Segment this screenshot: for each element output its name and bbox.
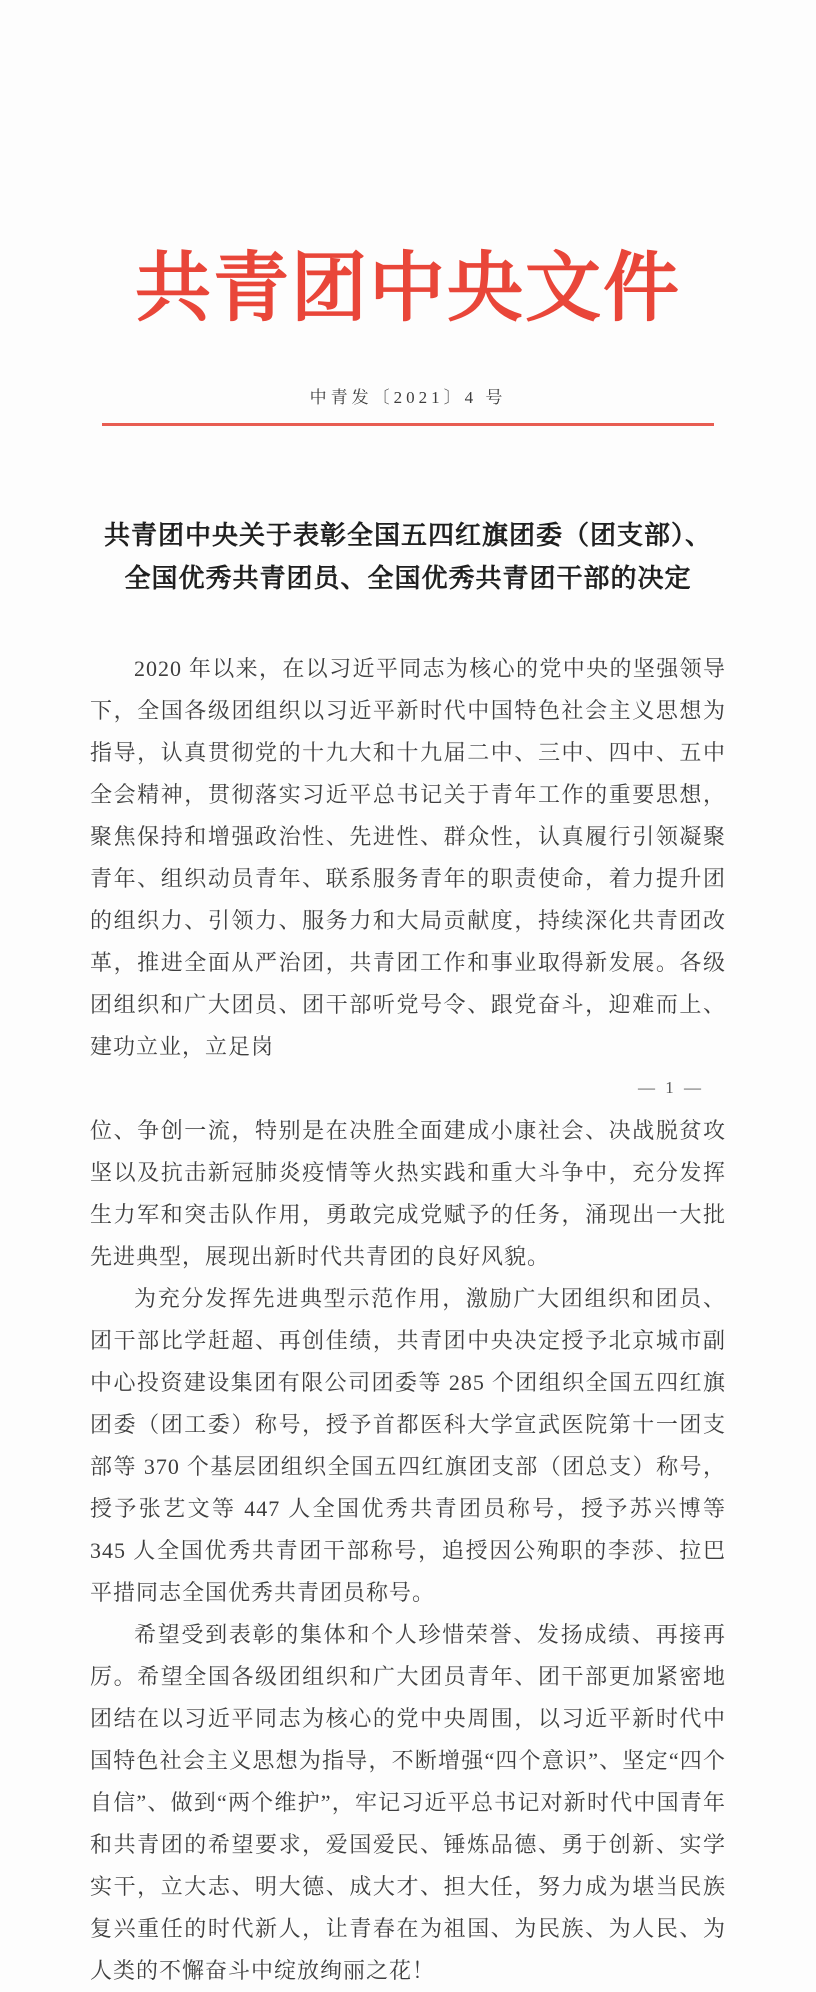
paragraph-1-page-2: 位、争创一流，特别是在决胜全面建成小康社会、决战脱贫攻坚以及抗击新冠肺炎疫情等火热实践和重大斗争中，充分发挥生力军和突击队作用，勇敢完成党赋予的任务，涌现出一大批先进典型，展现出新时代共青团的良好风貌。 bbox=[90, 1118, 726, 1270]
document-issue-number: 中青发〔2021〕4 号 bbox=[309, 388, 507, 408]
paragraph-3: 希望受到表彰的集体和个人珍惜荣誉、发扬成绩、再接再厉。希望全国各级团组织和广大团员青年、团干部更加紧密地团结在以习近平同志为核心的党中央周围，以习近平新时代中国特色社会主义思想为指导，不断增强“四个意识”、坚定“四个自信”、做到“两个维护”，牢记习近平总书记对新时代中国青年和共青团的希望要求，爱国爱民、锤炼品德、勇于创新、实学实干，立大志、明大德、成大才、担大任，努力成为堪当民族复兴重任的时代新人，让青春在为祖国、为民族、为人民、为人类的不懈奋斗中绽放绚丽之花！ bbox=[90, 1622, 726, 1984]
document-title-line-1: 共青团中央关于表彰全国五四红旗团委（团支部）、 bbox=[103, 521, 712, 551]
document-title-line-2: 全国优秀共青团员、全国优秀共青团干部的决定 bbox=[124, 564, 692, 594]
document-title bbox=[40, 514, 776, 600]
page-number: — 1 — bbox=[638, 1078, 704, 1098]
document-banner-title: 共青团中央文件 bbox=[135, 247, 681, 331]
red-divider-rule bbox=[102, 423, 714, 426]
document-body bbox=[90, 648, 726, 1992]
paragraph-2: 为充分发挥先进典型示范作用，激励广大团组织和团员、团干部比学赶超、再创佳绩，共青团中央决定授予北京城市副中心投资建设集团有限公司团委等 285 个团组织全国五四红旗团委（团工委）称号，授予首都医科大学宣武医院第十一团支部等 370 个基层团组织全国五四红旗团支部（团总支）称号，授予张艺文等 447 人全国优秀共青团员称号，授予苏兴博等 345 人全国优秀共青团干部称号，追授因公殉职的李莎、拉巴平措同志全国优秀共青团员称号。 bbox=[90, 1286, 726, 1606]
paragraph-1-page-1: 2020 年以来，在以习近平同志为核心的党中央的坚强领导下，全国各级团组织以习近平新时代中国特色社会主义思想为指导，认真贯彻党的十九大和十九届二中、三中、四中、五中全会精神，贯彻落实习近平总书记关于青年工作的重要思想，聚焦保持和增强政治性、先进性、群众性，认真履行引领凝聚青年、组织动员青年、联系服务青年的职责使命，着力提升团的组织力、引领力、服务力和大局贡献度，持续深化共青团改革，推进全面从严治团，共青团工作和事业取得新发展。各级团组织和广大团员、团干部听党号令、跟党奋斗，迎难而上、建功立业，立足岗 bbox=[90, 656, 726, 1060]
